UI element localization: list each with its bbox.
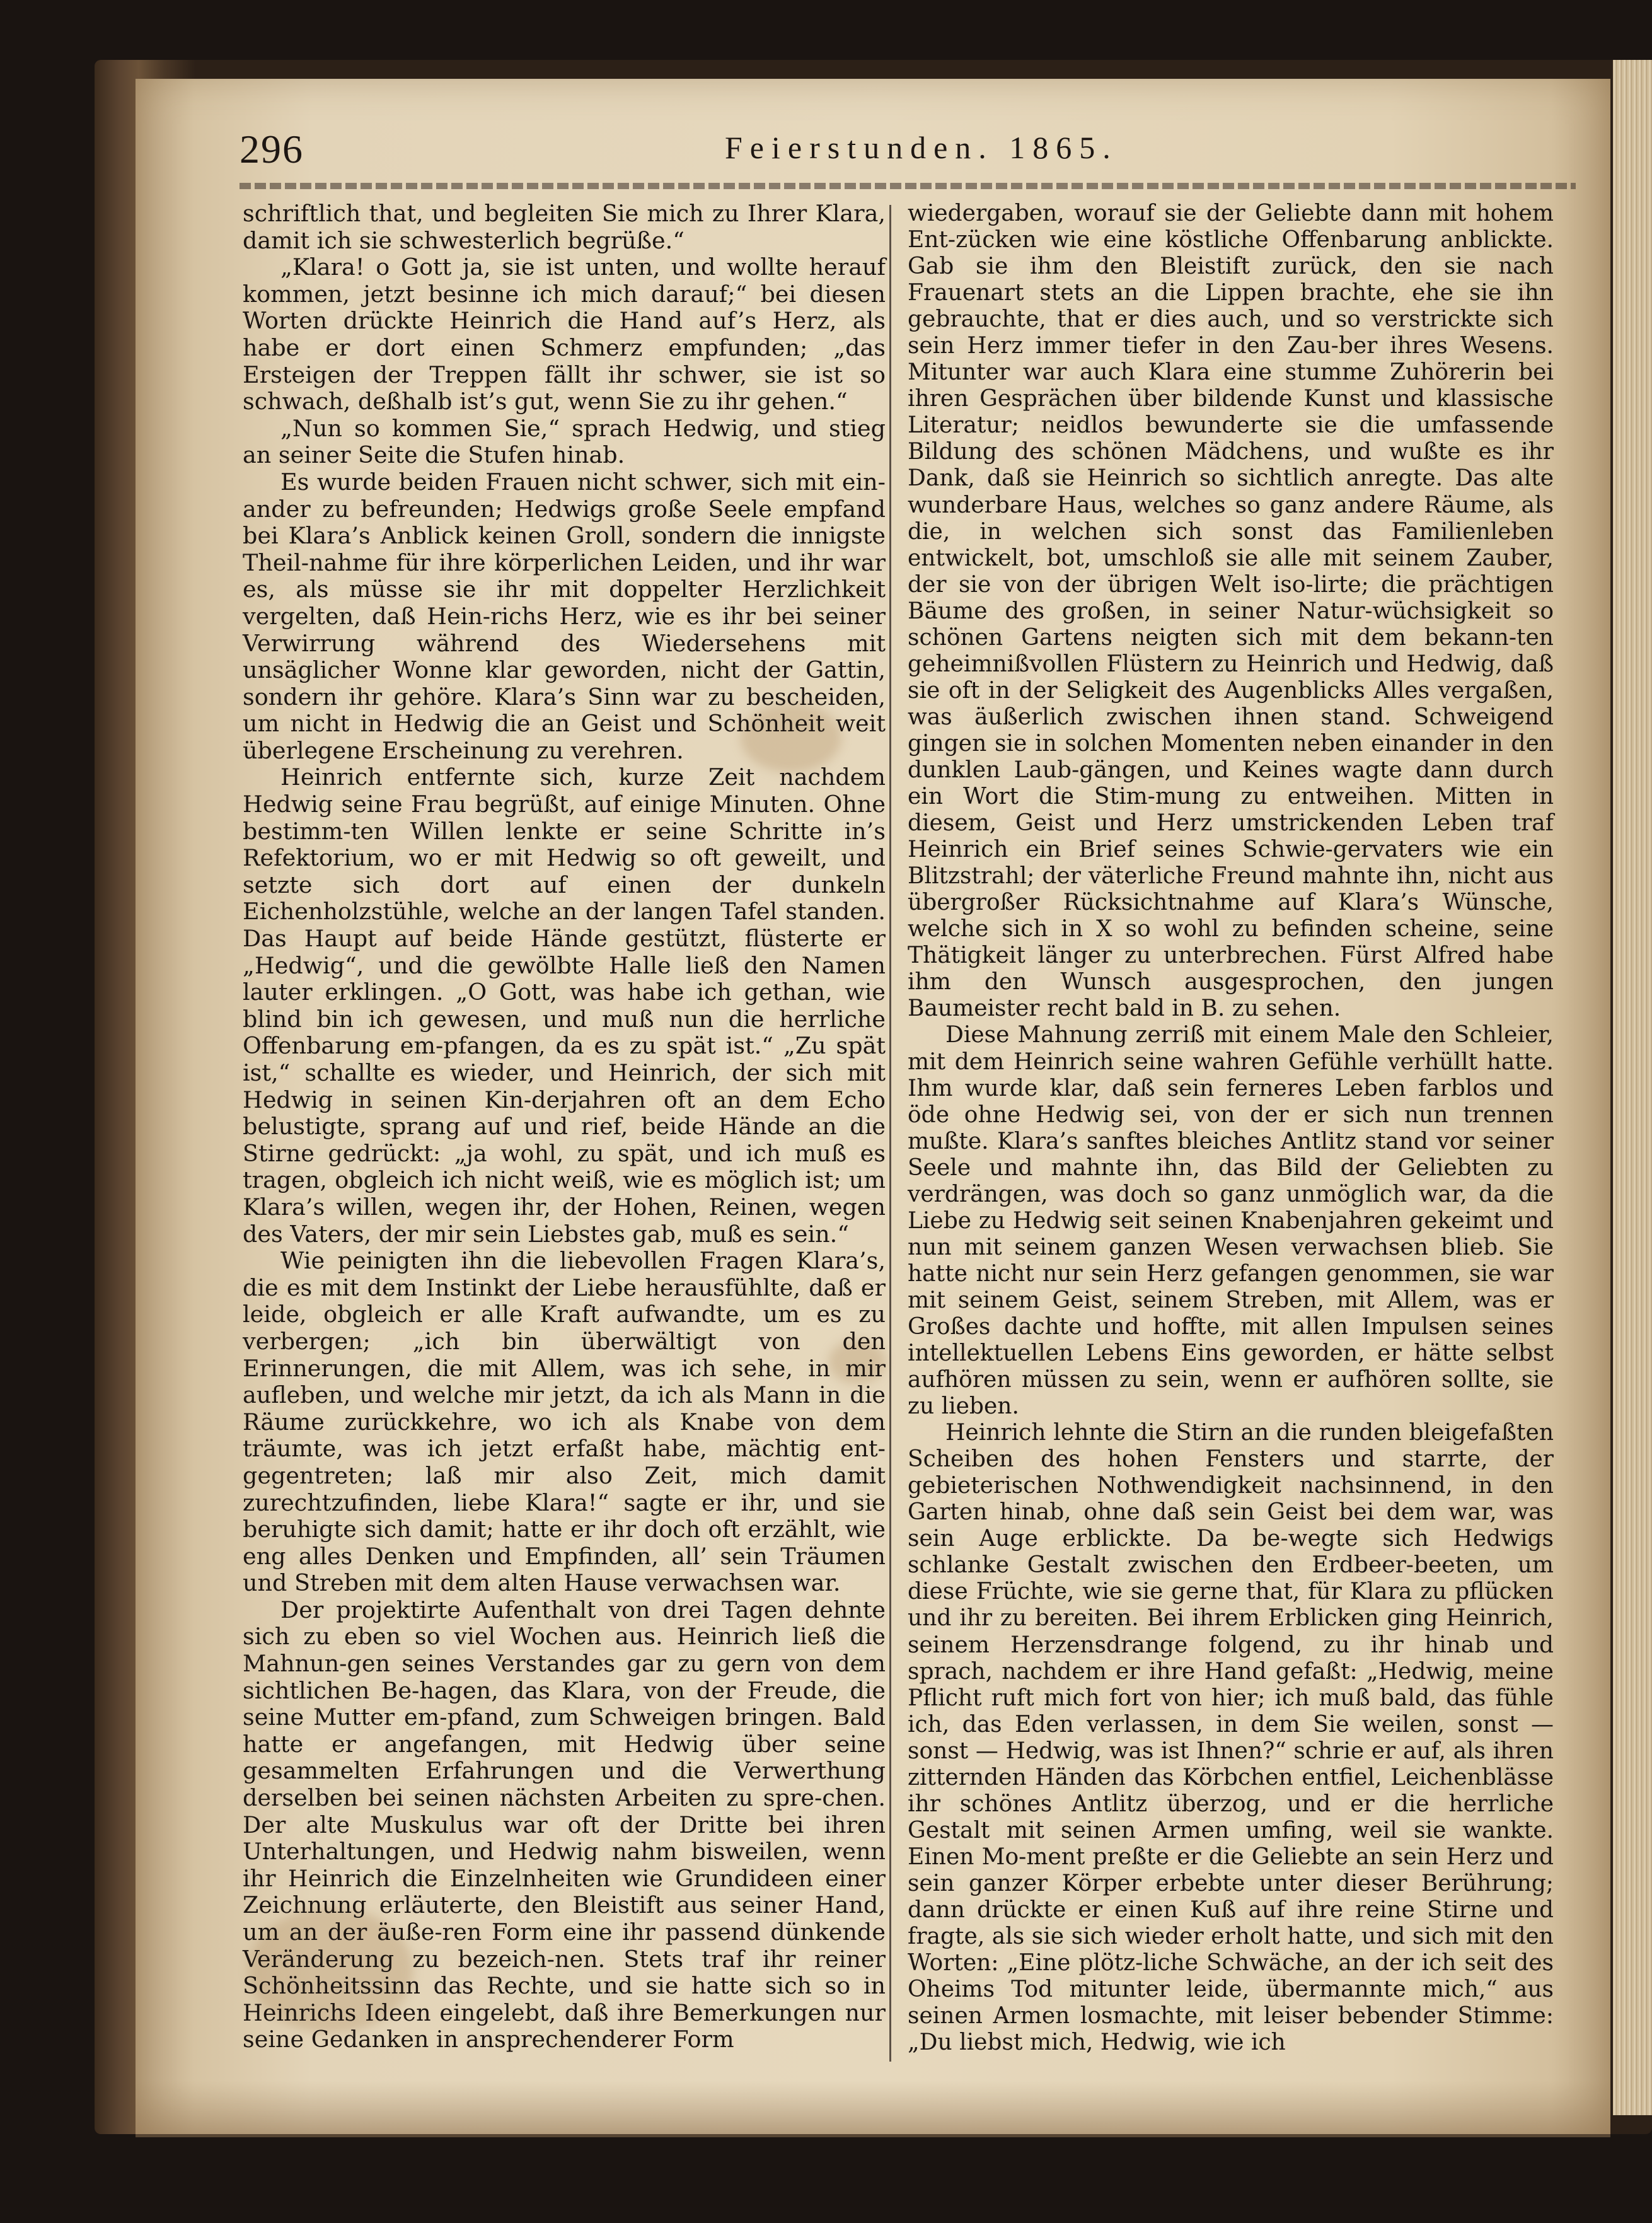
paragraph: „Nun so kommen Sie,“ sprach Hedwig, und stieg an seiner Seite die Stufen hinab. [243,414,886,469]
text-column-right [908,200,1554,2056]
worn-bottom-edge [136,2081,1610,2137]
paragraph: Heinrich lehnte die Stirn an die runden bleigefaßten Scheiben des hohen Fensters und starrte, der gebieterischen Nothwendigkeit nachsinnend, in den Garten hinab, ohne daß sein Geist bei dem war, was sein Auge erblickte. Da be-wegte sich Hedwigs schlanke Gestalt zwischen den Erdbeer-beeten, um diese Früchte, wie sie gerne that, für Klara zu pflücken und ihr zu bereiten. Bei ihrem Erblicken ging Heinrich, seinem Herzensdrange folgend, zu ihr hinab und sprach, nachdem er ihre Hand gefaßt: „Hedwig, meine Pflicht ruft mich fort von hier; ich muß bald, das fühle ich, das Eden verlassen, in dem Sie weilen, sonst — sonst — Hedwig, was ist Ihnen?“ schrie er auf, als ihren zitternden Händen das Körbchen entfiel, Leichenblässe ihr schönes Antlitz überzog, und er die herrliche Gestalt mit seinen Armen umfing, weil sie wankte. Einen Mo-ment preßte er die Geliebte an sein Herz und sein ganzer Körper erbebte unter dieser Berührung; dann drückte er einen Kuß auf ihre reine Stirne und fragte, als sie sich wieder erholt hatte, und sich mit den Worten: „Eine plötz-liche Schwäche, an der ich seit des Oheims Tod mitunter leide, übermannte mich,“ aus seinen Armen losmachte, mit leiser bebender Stimme: „Du liebst mich, Hedwig, wie ich [908,1420,1554,2056]
text-column-left [243,200,886,2053]
paragraph: „Klara! o Gott ja, sie ist unten, und wollte herauf kommen, jetzt besinne ich mich darauf;“ bei diesen Worten drückte Heinrich die Hand auf’s Herz, als habe er dort einen Schmerz empfunden; „das Ersteigen der Treppen fällt ihr schwer, sie ist so schwach, deßhalb ist’s gut, wenn Sie zu ihr gehen.“ [243,253,886,415]
page-number: 296 [240,127,304,171]
paragraph: wiedergaben, worauf sie der Geliebte dann mit hohem Ent-zücken wie eine köstliche Offenbarung anblickte. Gab sie ihm den Bleistift zurück, den sie nach Frauenart stets an die Lippen brachte, ehe sie ihn gebrauchte, that er dies auch, und so verstrickte sich sein Herz immer tiefer in den Zau-ber ihres Wesens. Mitunter war auch Klara eine stumme Zuhörerin bei ihren Gesprächen über bildende Kunst und klassische Literatur; neidlos bewunderte sie die umfassende Bildung des schönen Mädchens, und wußte es ihr Dank, daß sie Heinrich so sichtlich anregte. Das alte wunderbare Haus, welches so ganz andere Räume, als die, in welchen sich sonst das Familienleben entwickelt, bot, umschloß sie alle mit seinem Zauber, der sie von der übrigen Welt iso-lirte; die prächtigen Bäume des großen, in seiner Natur-wüchsigkeit so schönen Gartens neigten sich mit dem bekann-ten geheimnißvollen Flüstern zu Heinrich und Hedwig, daß sie oft in der Seligkeit des Augenblicks Alles vergaßen, was äußerlich zwischen ihnen stand. Schweigend gingen sie in solchen Momenten neben einander in den dunklen Laub-gängen, und Keines wagte dann durch ein Wort die Stim-mung zu entweihen. Mitten in diesem, Geist und Herz umstrickenden Leben traf Heinrich ein Brief seines Schwie-gervaters wie ein Blitzstrahl; der väterliche Freund mahnte ihn, nicht aus übergroßer Rücksichtnahme auf Klara’s Wünsche, welche sich in X so wohl zu befinden scheine, seine Thätigkeit länger zu unterbrechen. Fürst Alfred habe ihm den Wunsch ausgesprochen, den jungen Baumeister recht bald in B. zu sehen. [908,200,1554,1022]
paragraph: schriftlich that, und begleiten Sie mich zu Ihrer Klara, damit ich sie schwesterlich begrüße.“ [243,200,886,254]
column-divider [889,205,891,2062]
header-rule [240,183,1576,189]
paragraph: Es wurde beiden Frauen nicht schwer, sich mit ein-ander zu befreunden; Hedwigs große Seele empfand bei Klara’s Anblick keinen Groll, sondern die innigste Theil-nahme für ihre körperlichen Leiden, und ihr war es, als müsse sie ihr mit doppelter Herzlichkeit vergelten, daß Hein-richs Herz, wie es ihr bei seiner Verwirrung während des Wiedersehens mit unsäglicher Wonne klar geworden, nicht der Gattin, sondern ihr gehöre. Klara’s Sinn war zu bescheiden, um nicht in Hedwig die an Geist und Schönheit weit überlegene Erscheinung zu verehren. [243,468,886,764]
paragraph: Wie peinigten ihn die liebevollen Fragen Klara’s, die es mit dem Instinkt der Liebe herausfühlte, daß er leide, obgleich er alle Kraft aufwandte, um es zu verbergen; „ich bin überwältigt von den Erinnerungen, die mit Allem, was ich sehe, in mir aufleben, und welche mir jetzt, da ich als Mann in die Räume zurückkehre, wo ich als Knabe von dem träumte, was ich jetzt erfaßt habe, mächtig ent-gegentreten; laß mir also Zeit, mich damit zurechtzufinden, liebe Klara!“ sagte er ihr, und sie beruhigte sich damit; hatte er ihr doch oft erzählt, wie eng alles Denken und Empfinden, all’ sein Träumen und Streben mit dem alten Hause verwachsen war. [243,1247,886,1597]
paragraph: Heinrich entfernte sich, kurze Zeit nachdem Hedwig seine Frau begrüßt, auf einige Minuten. Ohne bestimm-ten Willen lenkte er seine Schritte in’s Refektorium, wo er mit Hedwig so oft geweilt, und setzte sich dort auf einen der dunkeln Eichenholzstühle, welche an der langen Tafel standen. Das Haupt auf beide Hände gestützt, flüsterte er „Hedwig“, und die gewölbte Halle ließ den Namen lauter erklingen. „O Gott, was habe ich gethan, wie blind bin ich gewesen, und muß nun die herrliche Offenbarung em-pfangen, da es zu spät ist.“ „Zu spät ist,“ schallte es wieder, und Heinrich, der sich mit Hedwig in seinen Kin-derjahren oft an dem Echo belustigte, sprang auf und rief, beide Hände an die Stirne gedrückt: „ja wohl, zu spät, und ich muß es tragen, obgleich ich nicht weiß, wie es möglich ist; um Klara’s willen, wegen ihr, der Hohen, Reinen, wegen des Vaters, der mir sein Liebstes gab, muß es sein.“ [243,763,886,1248]
paragraph: Der projektirte Aufenthalt von drei Tagen dehnte sich zu eben so viel Wochen aus. Heinrich ließ die Mahnun-gen seines Verstandes gar zu gern von dem sichtlichen Be-hagen, das Klara, von der Freude, die seine Mutter em-pfand, zum Schweigen bringen. Bald hatte er angefangen, mit Hedwig über seine gesammelten Erfahrungen und die Verwerthung derselben bei seinen nächsten Arbeiten zu spre-chen. Der alte Muskulus war oft der Dritte bei ihren Unterhaltungen, und Hedwig nahm bisweilen, wenn ihr Heinrich die Einzelnheiten wie Grundideen einer Zeichnung erläuterte, den Bleistift aus seiner Hand, um an der äuße-ren Form eine ihr passend dünkende Veränderung zu bezeich-nen. Stets traf ihr reiner Schönheitssinn das Rechte, und sie hatte sich so in Heinrichs Ideen eingelebt, daß ihre Bemerkungen nur seine Gedanken in ansprechenderer Form [243,1596,886,2053]
running-title: Feierstunden. 1865. [725,130,1118,165]
page-edges [1613,60,1652,2115]
paragraph: Diese Mahnung zerriß mit einem Male den Schleier, mit dem Heinrich seine wahren Gefühle verhüllt hatte. Ihm wurde klar, daß sein ferneres Leben farblos und öde ohne Hedwig sei, von der er sich nun trennen mußte. Klara’s sanftes bleiches Antlitz stand vor seiner Seele und mahnte ihn, das Bild der Geliebten zu verdrängen, was doch so ganz unmöglich war, da die Liebe zu Hedwig seit seinen Knabenjahren gekeimt und nun mit seinem ganzen Wesen verwachsen blieb. Sie hatte nicht nur sein Herz gefangen genommen, sie war mit seinem Geist, seinem Streben, mit Allem, was er Großes dachte und hoffte, mit allen Impulsen seines intellektuellen Lebens Eins geworden, er hätte selbst aufhören müssen zu sein, wenn er aufhören sollte, sie zu lieben. [908,1022,1554,1420]
